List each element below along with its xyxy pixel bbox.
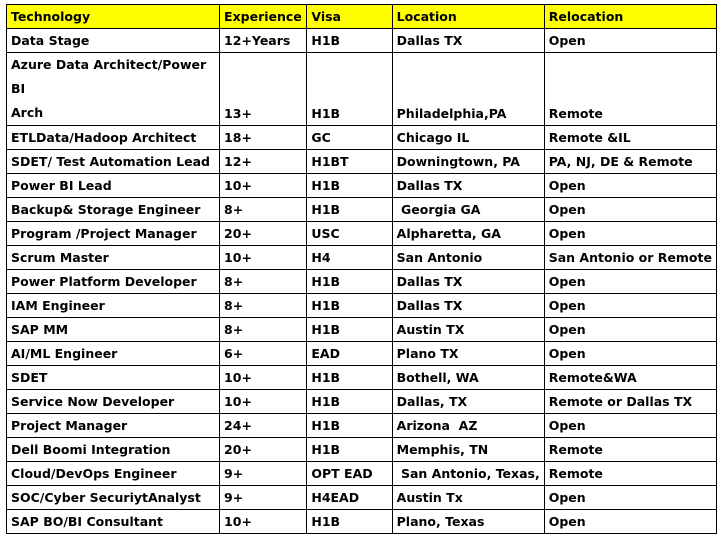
cell-visa: H1B <box>307 510 392 534</box>
cell-technology: Scrum Master <box>7 246 220 270</box>
cell-location: Dallas, TX <box>392 390 544 414</box>
cell-relocation: Remote <box>544 462 716 486</box>
cell-location: Chicago IL <box>392 126 544 150</box>
cell-relocation: Open <box>544 486 716 510</box>
cell-visa: H1B <box>307 438 392 462</box>
cell-relocation: Open <box>544 342 716 366</box>
cell-visa: H1B <box>307 53 392 126</box>
table-row <box>7 486 717 510</box>
cell-experience: 12+Years <box>220 29 307 53</box>
table-row <box>7 318 717 342</box>
cell-relocation: Open <box>544 29 716 53</box>
table-row <box>7 294 717 318</box>
cell-location: Downingtown, PA <box>392 150 544 174</box>
header-relocation: Relocation <box>544 5 716 29</box>
cell-relocation: Remote or Dallas TX <box>544 390 716 414</box>
cell-relocation: Remote <box>544 53 716 126</box>
cell-experience: 12+ <box>220 150 307 174</box>
table-row <box>7 29 717 53</box>
cell-technology: SAP MM <box>7 318 220 342</box>
cell-location: Dallas TX <box>392 294 544 318</box>
cell-technology: Project Manager <box>7 414 220 438</box>
cell-relocation: Open <box>544 510 716 534</box>
cell-experience: 8+ <box>220 198 307 222</box>
cell-location: Austin Tx <box>392 486 544 510</box>
cell-experience: 10+ <box>220 390 307 414</box>
table-row <box>7 222 717 246</box>
cell-visa: OPT EAD <box>307 462 392 486</box>
cell-technology: SAP BO/BI Consultant <box>7 510 220 534</box>
table-row <box>7 438 717 462</box>
header-technology: Technology <box>7 5 220 29</box>
cell-experience: 10+ <box>220 510 307 534</box>
cell-location: Austin TX <box>392 318 544 342</box>
cell-technology: Program /Project Manager <box>7 222 220 246</box>
cell-visa: H1B <box>307 29 392 53</box>
cell-relocation: Open <box>544 318 716 342</box>
cell-technology: AI/ML Engineer <box>7 342 220 366</box>
cell-technology: Service Now Developer <box>7 390 220 414</box>
table-row <box>7 198 717 222</box>
cell-visa: H4 <box>307 246 392 270</box>
cell-experience: 20+ <box>220 222 307 246</box>
cell-location: Alpharetta, GA <box>392 222 544 246</box>
table-row <box>7 246 717 270</box>
cell-experience: 10+ <box>220 174 307 198</box>
cell-visa: H1B <box>307 270 392 294</box>
header-location: Location <box>392 5 544 29</box>
cell-relocation: Open <box>544 414 716 438</box>
cell-location: San Antonio, Texas, <box>392 462 544 486</box>
cell-visa: H1B <box>307 198 392 222</box>
cell-technology: IAM Engineer <box>7 294 220 318</box>
header-experience: Experience <box>220 5 307 29</box>
cell-experience: 10+ <box>220 366 307 390</box>
cell-visa: H1B <box>307 366 392 390</box>
cell-technology: Power BI Lead <box>7 174 220 198</box>
cell-experience: 9+ <box>220 486 307 510</box>
cell-experience: 8+ <box>220 318 307 342</box>
cell-relocation: Open <box>544 222 716 246</box>
cell-visa: H4EAD <box>307 486 392 510</box>
cell-technology-line2: Arch <box>11 105 44 120</box>
cell-experience: 9+ <box>220 462 307 486</box>
cell-location: Georgia GA <box>392 198 544 222</box>
cell-relocation: Open <box>544 198 716 222</box>
cell-technology: SDET/ Test Automation Lead <box>7 150 220 174</box>
cell-technology: Power Platform Developer <box>7 270 220 294</box>
cell-location: Plano, Texas <box>392 510 544 534</box>
cell-location: Dallas TX <box>392 29 544 53</box>
cell-visa: H1B <box>307 414 392 438</box>
cell-experience: 13+ <box>220 53 307 126</box>
cell-visa: H1B <box>307 174 392 198</box>
table-row <box>7 270 717 294</box>
cell-visa: EAD <box>307 342 392 366</box>
cell-experience: 8+ <box>220 270 307 294</box>
cell-visa: USC <box>307 222 392 246</box>
cell-relocation: Open <box>544 174 716 198</box>
table-row <box>7 174 717 198</box>
cell-experience: 6+ <box>220 342 307 366</box>
cell-visa: H1B <box>307 390 392 414</box>
table-row <box>7 462 717 486</box>
cell-technology: SOC/Cyber SecuriytAnalyst <box>7 486 220 510</box>
cell-experience: 20+ <box>220 438 307 462</box>
table-row <box>7 342 717 366</box>
cell-technology: ETLData/Hadoop Architect <box>7 126 220 150</box>
table-row <box>7 510 717 534</box>
cell-relocation: San Antonio or Remote <box>544 246 716 270</box>
table-row <box>7 150 717 174</box>
cell-technology <box>7 53 220 126</box>
cell-location: Philadelphia,PA <box>392 53 544 126</box>
table-row <box>7 126 717 150</box>
cell-relocation: PA, NJ, DE & Remote <box>544 150 716 174</box>
table-row <box>7 366 717 390</box>
cell-location: Arizona AZ <box>392 414 544 438</box>
cell-technology: Cloud/DevOps Engineer <box>7 462 220 486</box>
cell-relocation: Remote <box>544 438 716 462</box>
cell-technology: Data Stage <box>7 29 220 53</box>
cell-location: Bothell, WA <box>392 366 544 390</box>
cell-location: San Antonio <box>392 246 544 270</box>
header-visa: Visa <box>307 5 392 29</box>
candidates-table <box>6 4 717 534</box>
table-header-row <box>7 5 717 29</box>
cell-location: Dallas TX <box>392 270 544 294</box>
cell-location: Memphis, TN <box>392 438 544 462</box>
cell-relocation: Remote&WA <box>544 366 716 390</box>
cell-technology: Backup& Storage Engineer <box>7 198 220 222</box>
cell-location: Dallas TX <box>392 174 544 198</box>
table-row <box>7 53 717 126</box>
cell-location: Plano TX <box>392 342 544 366</box>
cell-experience: 8+ <box>220 294 307 318</box>
cell-experience: 10+ <box>220 246 307 270</box>
cell-experience: 24+ <box>220 414 307 438</box>
cell-visa: H1B <box>307 294 392 318</box>
table-row <box>7 390 717 414</box>
cell-technology: Dell Boomi Integration <box>7 438 220 462</box>
table-row <box>7 414 717 438</box>
cell-relocation: Open <box>544 270 716 294</box>
cell-relocation: Remote &IL <box>544 126 716 150</box>
cell-experience: 18+ <box>220 126 307 150</box>
cell-technology: SDET <box>7 366 220 390</box>
cell-technology-line1: Azure Data Architect/Power BI <box>11 57 207 96</box>
cell-visa: H1B <box>307 318 392 342</box>
cell-visa: H1BT <box>307 150 392 174</box>
cell-relocation: Open <box>544 294 716 318</box>
cell-visa: GC <box>307 126 392 150</box>
